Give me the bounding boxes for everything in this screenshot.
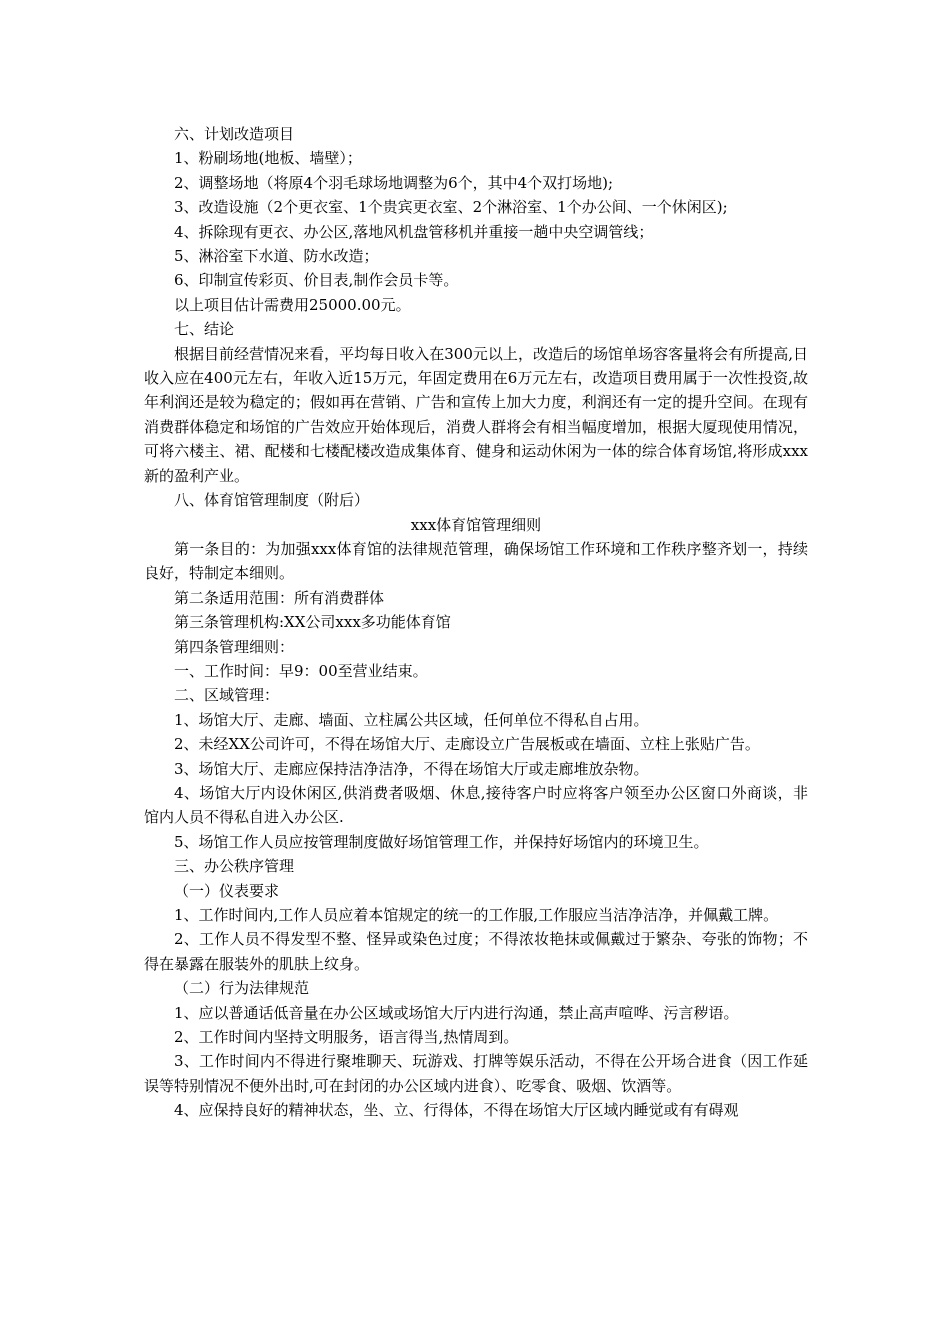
paragraph: 3、场馆大厅、走廊应保持洁净洁净，不得在场馆大厅或走廊堆放杂物。 <box>174 759 649 778</box>
paragraph: 第一条目的：为加强xxx体育馆的法律规范管理，确保场馆工作环境和工作秩序整齐划一，持续良好，特制定本细则。 <box>144 539 808 583</box>
paragraph: 第四条管理细则： <box>174 637 295 656</box>
paragraph: 第二条适用范围：所有消费群体 <box>174 588 385 607</box>
paragraph: 八、体育馆管理制度（附后） <box>174 491 370 510</box>
paragraph: （一）仪表要求 <box>174 881 280 900</box>
paragraph: 三、办公秩序管理 <box>174 857 295 876</box>
paragraph: 4、场馆大厅内设休闲区,供消费者吸烟、休息,接待客户时应将客户领至办公区窗口外商谈，非馆内人员不得私自进入办公区. <box>144 783 808 827</box>
paragraph: 3、改造设施（2个更衣室、1个贵宾更衣室、2个淋浴室、1个办公间、一个休闲区); <box>174 198 728 217</box>
paragraph: 2、未经XX公司许可，不得在场馆大厅、走廊设立广告展板或在墙面、立柱上张贴广告。 <box>174 735 760 754</box>
paragraph: 4、拆除现有更衣、办公区,落地风机盘管移机并重接一趟中央空调管线； <box>174 222 654 241</box>
paragraph: 2、工作人员不得发型不整、怪异或染色过度；不得浓妆艳抹或佩戴过于繁杂、夸张的饰物；不得在暴露在服装外的肌肤上纹身。 <box>144 930 808 973</box>
paragraph: 2、工作时间内坚持文明服务，语言得当,热情周到。 <box>174 1028 519 1047</box>
paragraph: 5、淋浴室下水道、防水改造； <box>174 247 379 266</box>
paragraph: 六、计划改造项目 <box>174 125 295 143</box>
paragraph: 以上项目估计需费用25000.00元。 <box>174 295 411 314</box>
paragraph: 2、调整场地（将原4个羽毛球场地调整为6个，其中4个双打场地); <box>174 173 614 192</box>
paragraph: 4、应保持良好的精神状态，坐、立、行得体，不得在场馆大厅区域内睡觉或有有碍观 <box>174 1101 739 1120</box>
paragraph: 5、场馆工作人员应按管理制度做好场馆管理工作，并保持好场馆内的环境卫生。 <box>174 832 709 851</box>
paragraph: 1、粉刷场地(地板、墙壁）； <box>174 149 362 168</box>
section-title: xxx体育馆管理细则 <box>410 515 542 534</box>
paragraph: 七、结论 <box>174 320 235 339</box>
paragraph: 根据目前经营情况来看，平均每日收入在300元以上，改造后的场馆单场容客量将会有所提高,日收入应在400元左右，年收入近15万元，年固定费用在6万元左右，改造项目费用属于一次性投资,故年利润还是较为稳定的；假如再在营销、广告和宣传上加大力度，利润还有一定的提升空间。在现有消费群体稳定和场馆的广告效应开始体现后，消费人群将会有相当幅度增加，根据大厦现使用情况，可将六楼主、裙、配楼和七楼配楼改造成集体育、健身和运动休闲为一体的综合体育场馆,将形成xxx新的盈利产业。 <box>144 344 808 485</box>
paragraph: 6、印制宣传彩页、价目表,制作会员卡等。 <box>174 271 459 290</box>
document-body <box>144 122 808 1123</box>
paragraph: 1、工作时间内,工作人员应着本馆规定的统一的工作服,工作服应当洁净洁净，并佩戴工牌。 <box>174 906 779 924</box>
paragraph: 二、区域管理： <box>174 686 280 705</box>
paragraph: 1、场馆大厅、走廊、墙面、立柱属公共区域，任何单位不得私自占用。 <box>174 710 649 729</box>
paragraph: （二）行为法律规范 <box>174 979 310 998</box>
paragraph: 3、工作时间内不得进行聚堆聊天、玩游戏、打牌等娱乐活动，不得在公开场合进食（因工作延误等特别情况不便外出时,可在封闭的办公区域内进食）、吃零食、吸烟、饮酒等。 <box>144 1052 808 1095</box>
paragraph: 一、工作时间：早9：00至营业结束。 <box>174 661 428 680</box>
paragraph: 第三条管理机构:XX公司xxx多功能体育馆 <box>174 613 451 632</box>
paragraph: 1、应以普通话低音量在办公区域或场馆大厅内进行沟通，禁止高声喧哗、污言秽语。 <box>174 1003 739 1022</box>
